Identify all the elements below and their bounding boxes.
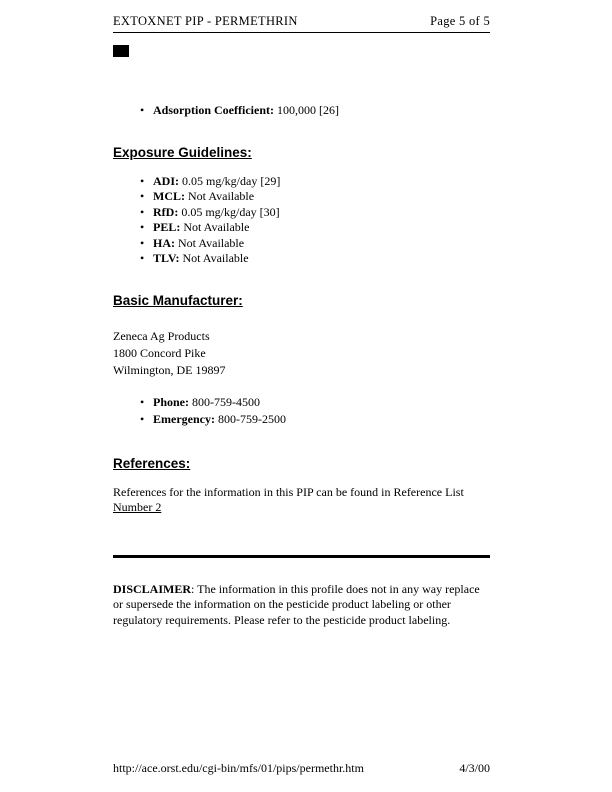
list-item	[140, 236, 490, 252]
page-header	[113, 14, 490, 29]
contact-item-text	[153, 394, 260, 411]
reference-list-link[interactable]: Number 2	[113, 499, 162, 514]
exposure-item-text	[153, 189, 254, 205]
exposure-item-label: RfD:	[153, 204, 179, 219]
black-square-marker	[113, 45, 129, 57]
exposure-item-label: ADI:	[153, 173, 179, 188]
list-item	[140, 189, 490, 205]
references-text: References for the information in this PIP can be found in Reference List	[113, 484, 464, 499]
bullet-icon: •	[140, 235, 145, 250]
exposure-item-text	[153, 205, 280, 221]
list-item	[140, 394, 490, 411]
source-url: http://ace.orst.edu/cgi-bin/mfs/01/pips/permethr.htm	[113, 761, 364, 775]
exposure-item-value: Not Available	[183, 220, 250, 234]
exposure-item-value: Not Available	[188, 189, 255, 203]
adsorption-coefficient-label: Adsorption Coefficient:	[153, 103, 274, 117]
header-divider	[113, 32, 490, 33]
exposure-guidelines-list	[113, 174, 490, 267]
list-item	[140, 251, 490, 267]
address-line: Wilmington, DE 19897	[113, 362, 226, 377]
list-item	[140, 411, 490, 428]
basic-manufacturer-heading: Basic Manufacturer:	[113, 292, 243, 308]
contact-item-label: Phone:	[153, 394, 189, 409]
page-footer	[113, 761, 490, 776]
contact-item-value: 800-759-4500	[192, 394, 260, 409]
exposure-item-label: PEL:	[153, 220, 181, 234]
exposure-guidelines-heading: Exposure Guidelines:	[113, 144, 252, 160]
bullet-icon: •	[140, 173, 145, 188]
bullet-icon: •	[140, 204, 145, 219]
disclaimer-text: : The information in this profile does not in any way replace or supersede the information on the pesticide product labeling or other regulatory requirements. Please refer to the pesticide product labeling.	[113, 581, 480, 627]
manufacturer-address	[113, 328, 490, 379]
manufacturer-contacts	[113, 394, 490, 428]
exposure-item-value: 0.05 mg/kg/day [29]	[182, 173, 281, 188]
exposure-item-text	[153, 251, 249, 267]
bullet-icon: •	[140, 103, 145, 117]
exposure-item-value: Not Available	[178, 235, 245, 250]
bullet-icon: •	[140, 189, 145, 203]
bullet-icon: •	[140, 251, 145, 265]
document-title: EXTOXNET PIP - PERMETHRIN	[113, 14, 298, 28]
bullet-icon: •	[140, 411, 145, 426]
exposure-item-label: HA:	[153, 235, 175, 250]
print-date: 4/3/00	[459, 761, 490, 775]
contact-item-value: 800-759-2500	[217, 411, 286, 426]
exposure-item-text	[153, 220, 249, 236]
adsorption-coefficient-text	[153, 103, 339, 119]
exposure-item-value: 0.05 mg/kg/day [30]	[181, 204, 280, 219]
bullet-icon: •	[140, 220, 145, 234]
page-number-label: Page 5 of 5	[430, 14, 490, 28]
address-line: 1800 Concord Pike	[113, 345, 206, 360]
disclaimer-label: DISCLAIMER	[113, 581, 192, 596]
exposure-item-label: MCL:	[153, 189, 185, 203]
references-paragraph	[113, 485, 490, 515]
list-item	[140, 220, 490, 236]
exposure-item-value: Not Available	[182, 251, 249, 265]
disclaimer-paragraph	[113, 582, 490, 629]
disclaimer-divider	[113, 555, 490, 558]
exposure-item-text	[153, 174, 280, 190]
adsorption-coefficient-item	[140, 103, 490, 119]
exposure-item-label: TLV:	[153, 251, 180, 265]
exposure-item-text	[153, 236, 244, 252]
list-item	[140, 205, 490, 221]
contact-item-text	[153, 411, 286, 428]
address-line: Zeneca Ag Products	[113, 328, 210, 343]
bullet-icon: •	[140, 394, 145, 409]
list-item	[140, 174, 490, 190]
adsorption-coefficient-value: 100,000 [26]	[276, 103, 339, 117]
contact-item-label: Emergency:	[153, 411, 215, 426]
references-heading: References:	[113, 455, 191, 471]
